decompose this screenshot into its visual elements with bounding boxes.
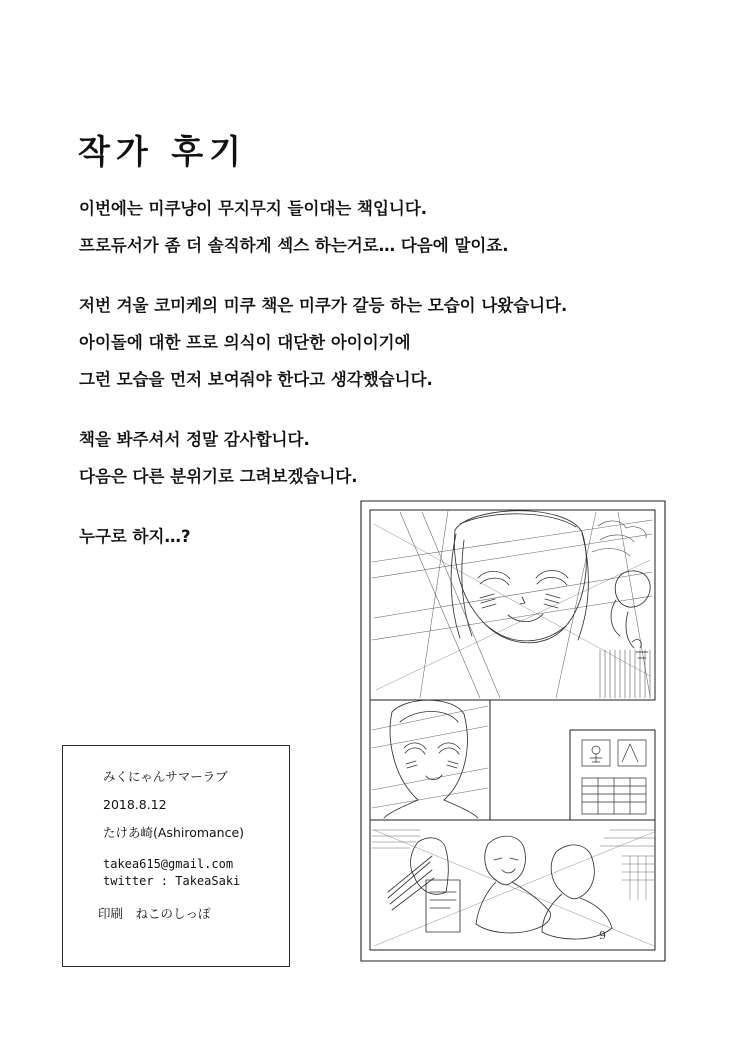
paragraph-line: 이번에는 미쿠냥이 무지무지 들이대는 책입니다.	[79, 199, 428, 218]
colophon-twitter: twitter : TakeaSaki	[103, 874, 241, 888]
page-number: 9	[599, 929, 606, 942]
paragraph-line: 저번 겨울 코미케의 미쿠 책은 미쿠가 갈등 하는 모습이 나왔습니다.	[79, 296, 568, 315]
colophon-content	[98, 768, 279, 922]
paragraph-line: 책을 봐주셔서 정말 감사합니다.	[79, 430, 310, 449]
paragraph-line: 누구로 하지…?	[79, 527, 191, 546]
paragraph-2	[79, 287, 679, 398]
paragraph-1	[79, 190, 679, 264]
paragraph-line: 다음은 다른 분위기로 그려보겠습니다.	[79, 467, 358, 486]
colophon-date: 2018.8.12	[103, 797, 167, 812]
colophon-title: みくにゃんサマーラブ	[103, 769, 228, 784]
paragraph-3	[79, 421, 679, 495]
colophon-printer: 印刷 ねこのしっぽ	[98, 906, 211, 921]
colophon-box	[62, 745, 290, 967]
paragraph-line: 프로듀서가 좀 더 솔직하게 섹스 하는거로… 다음에 말이죠.	[79, 236, 509, 255]
paragraph-line: 아이돌에 대한 프로 의식이 대단한 아이이기에	[79, 333, 411, 352]
page-title: 작가 후기	[78, 132, 248, 171]
colophon-circle: たけあ崎(Ashiromance)	[103, 825, 245, 840]
paragraph-line: 그런 모습을 먼저 보여줘야 한다고 생각했습니다.	[79, 370, 433, 389]
manga-sketch-panel	[360, 500, 666, 962]
colophon-email: takea615@gmail.com	[103, 857, 234, 871]
